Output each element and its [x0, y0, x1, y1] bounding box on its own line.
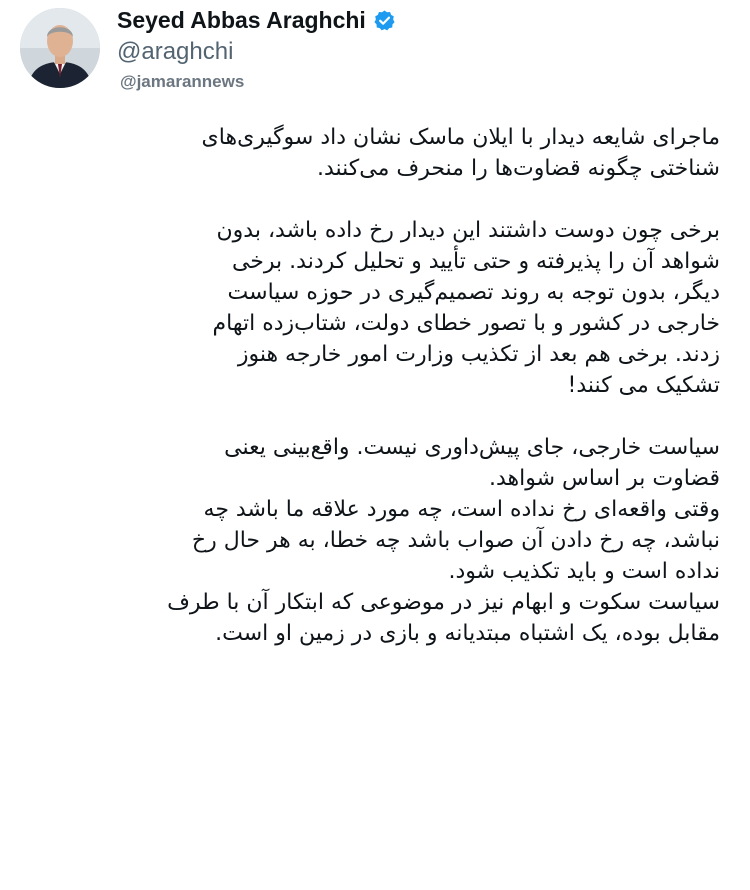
profile-photo: [20, 8, 100, 88]
tweet-line: نداده است و باید تکذیب شود.: [448, 559, 720, 584]
author-handle[interactable]: @araghchi: [117, 38, 234, 65]
tweet-line: شواهد آن را پذیرفته و حتی تأیید و تحلیل کردند. برخی: [231, 249, 720, 274]
tweet-line: شناختی چگونه قضاوت‌ها را منحرف می‌کنند.: [316, 156, 720, 181]
tweet-line: وقتی واقعه‌ای رخ نداده است، چه مورد علاقه ما باشد چه: [203, 497, 720, 522]
author-display-name[interactable]: Seyed Abbas Araghchi: [117, 6, 366, 33]
avatar[interactable]: [20, 8, 100, 88]
paragraph-gap: [30, 401, 720, 432]
tweet-header: [0, 0, 750, 110]
tweet-line: نباشد، چه رخ دادن آن صواب باشد چه خطا، به هر حال رخ: [191, 528, 720, 553]
tweet-line: دیگر، بدون توجه به روند تصمیم‌گیری در حوزه سیاست: [227, 280, 720, 305]
verified-badge-icon: [373, 9, 396, 32]
tweet-line: برخی چون دوست داشتند این دیدار رخ داده باشد، بدون: [216, 218, 720, 243]
tweet-line: سیاست خارجی، جای پیش‌داوری نیست. واقع‌بینی یعنی: [224, 435, 720, 460]
tweet-line: خارجی در کشور و با تصور خطای دولت، شتاب‌زده اتهام: [212, 311, 720, 336]
tweet-line: سیاست سکوت و ابهام نیز در موضوعی که ابتکار آن با طرف: [167, 590, 720, 615]
tweet-text: [30, 122, 720, 649]
tweet-line: قضاوت بر اساس شواهد.: [488, 466, 720, 491]
tweet-line: ماجرای شایعه دیدار با ایلان ماسک نشان داد سوگیری‌های: [201, 125, 720, 150]
tweet-line: مقابل بوده، یک اشتباه مبتدیانه و بازی در زمین او است.: [215, 621, 720, 646]
source-watermark: @jamarannews: [120, 72, 245, 91]
tweet-line: تشکیک می کنند!: [567, 373, 720, 398]
tweet-line: زدند. برخی هم بعد از تکذیب وزارت امور خارجه هنوز: [237, 342, 720, 367]
author-name-row: [117, 4, 396, 36]
paragraph-gap: [30, 184, 720, 215]
